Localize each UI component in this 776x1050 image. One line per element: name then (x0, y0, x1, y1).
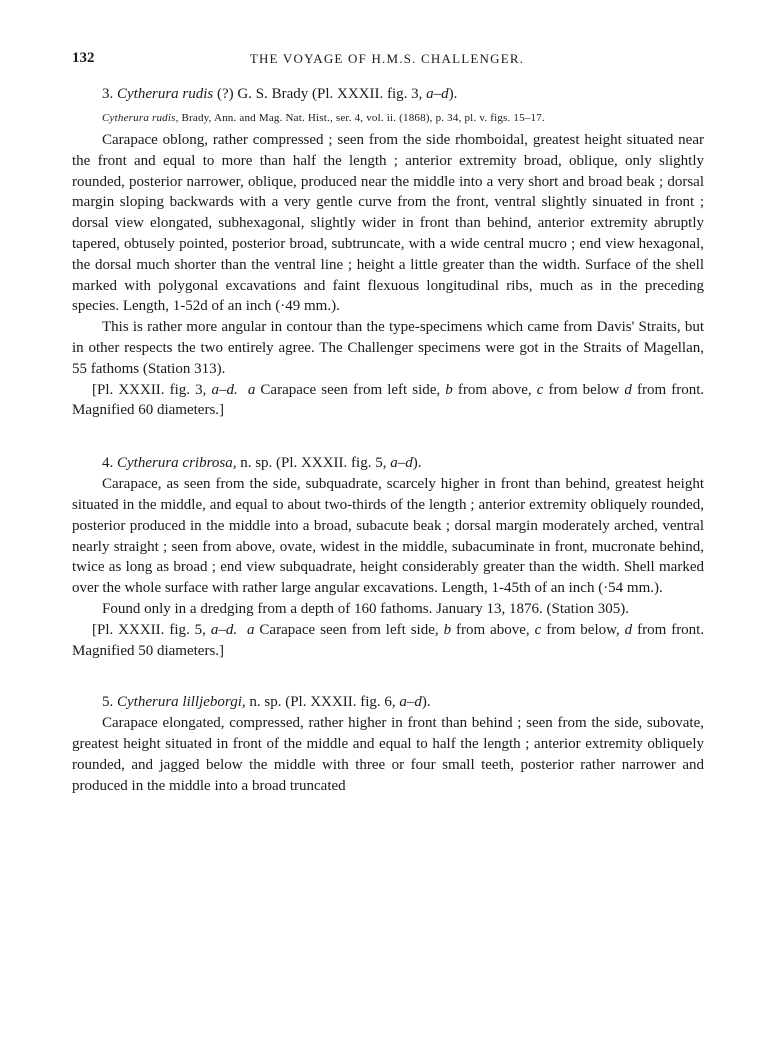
species-number: 4. (102, 455, 114, 472)
section-gap (72, 421, 704, 453)
figure-letters: a–d (426, 86, 449, 102)
plate-explanation (72, 620, 704, 662)
species-authority: n. sp. (Pl. XXXII. fig. 6, (249, 694, 396, 711)
fig-letter-c: c (536, 381, 544, 398)
heading-close: ). (448, 86, 458, 102)
species-heading-4 (72, 453, 704, 474)
plate-desc: from front. Magnified 60 diameters.] (72, 381, 705, 419)
citation-reference: Brady, Ann. and Mag. Nat. Hist., ser. 4, vol. ii. (1868), p. 34, pl. v. figs. 15–17. (181, 112, 545, 124)
species-name: cribrosa, (182, 455, 237, 472)
fig-letter-a: a (246, 621, 255, 638)
fig-letter-b: b (445, 381, 453, 398)
heading-close: ). (421, 694, 431, 711)
description-paragraph: Carapace, as seen from the side, subquadrate, scarcely higher in front than behind, greatest height situated in the middle, and equal to about two-thirds of the length ; anterior extremity obliquely rounded, posterior produced in the middle into a broad, subacute beak ; dorsal margin moderately arched, ventral nearly straight ; seen from above, ovate, widest in the middle, subacuminate in front, mucronate behind, twice as long as broad ; end view subquadrate, height considerably greater than the width. Shell marked over the whole surface with rather large angular excavations. Length, 1-45th of an inch (·54 mm.). (72, 476, 704, 597)
plate-desc: Carapace seen from left side, (259, 621, 439, 638)
plate-ref: [Pl. XXXII. fig. 5, (92, 621, 206, 638)
species-name: lilljeborgi, (182, 694, 246, 711)
plate-ref: [Pl. XXXII. fig. 3, (92, 381, 207, 398)
running-title: THE VOYAGE OF H.M.S. CHALLENGER. (249, 51, 525, 66)
remarks-paragraph: Found only in a dredging from a depth of 160 fathoms. January 13, 1876. (Station 305). (102, 600, 630, 617)
species-name: rudis (182, 86, 214, 102)
fig-letter-d: d (624, 381, 632, 398)
section-gap (72, 661, 704, 692)
fig-letter-b: b (443, 621, 452, 638)
plate-desc: from above, (456, 621, 530, 638)
species-authority: n. sp. (Pl. XXXII. fig. 5, (240, 455, 387, 472)
fig-letter-a: a (247, 381, 256, 398)
description-paragraph: Carapace elongated, compressed, rather higher in front than behind ; seen from the side, subovate, greatest height situated in front of the middle and equal to half the length ; anterior extremity obliquely rounded, and jagged below the middle with three or four small teeth, posterior rather narrower and produced in the middle into a broad truncated (72, 715, 704, 794)
figure-letters: a–d (390, 455, 413, 472)
plate-desc: from above, (457, 381, 532, 398)
page-header (72, 50, 702, 70)
genus-name: Cytherura (117, 455, 179, 472)
species-heading-3 (72, 84, 704, 105)
plate-desc: from front. Magnified 50 diameters.] (72, 621, 705, 659)
plate-figs: a–d. (210, 621, 238, 638)
species-number: 3. (102, 86, 114, 102)
fig-letter-c: c (534, 621, 542, 638)
species-number: 5. (102, 694, 114, 711)
plate-desc: from below, (546, 621, 620, 638)
heading-close: ). (412, 455, 422, 472)
genus-name: Cytherura (117, 694, 179, 711)
citation-taxon: Cytherura rudis, (102, 112, 179, 124)
fig-letter-d: d (624, 621, 633, 638)
page-number: 132 (72, 50, 95, 66)
plate-desc: Carapace seen from left side, (260, 381, 441, 398)
remarks-paragraph: This is rather more angular in contour than the type-specimens which came from Davis' Straits, but in other respects the two entirely agree. The Challenger specimens were got in the Straits of Magellan, 55 fathoms (Station 313). (72, 319, 704, 377)
page-body (72, 84, 704, 797)
synonymy-citation (72, 110, 704, 126)
species-heading-5 (72, 692, 704, 713)
description-paragraph: Carapace oblong, rather compressed ; seen from the side rhomboidal, greatest height situated near the front and equal to more than half the length ; anterior extremity broad, oblique, only slightly rounded, posterior narrower, oblique, produced near the middle into a very short and broad beak ; dorsal margin sloping backwards with a very gentle curve from the front, ventral slightly sinuated in front ; dorsal view elongated, subhexagonal, slightly wider in front than behind, anterior extremity abruptly tapered, obtusely pointed, posterior broad, subtruncate, with a wide central mucro ; end view hexagonal, the dorsal much shorter than the ventral line ; height a little greater than the width. Surface of the shell marked with polygonal excavations and faint flexuous longitudinal ribs, much as in the preceding species. Length, 1-52d of an inch (·49 mm.). (72, 132, 704, 315)
figure-letters: a–d (399, 694, 422, 711)
plate-figs: a–d. (211, 381, 238, 398)
species-authority: (?) G. S. Brady (Pl. XXXII. fig. 3, (217, 86, 423, 102)
plate-explanation (72, 380, 704, 422)
genus-name: Cytherura (117, 86, 179, 102)
plate-desc: from below (548, 381, 620, 398)
